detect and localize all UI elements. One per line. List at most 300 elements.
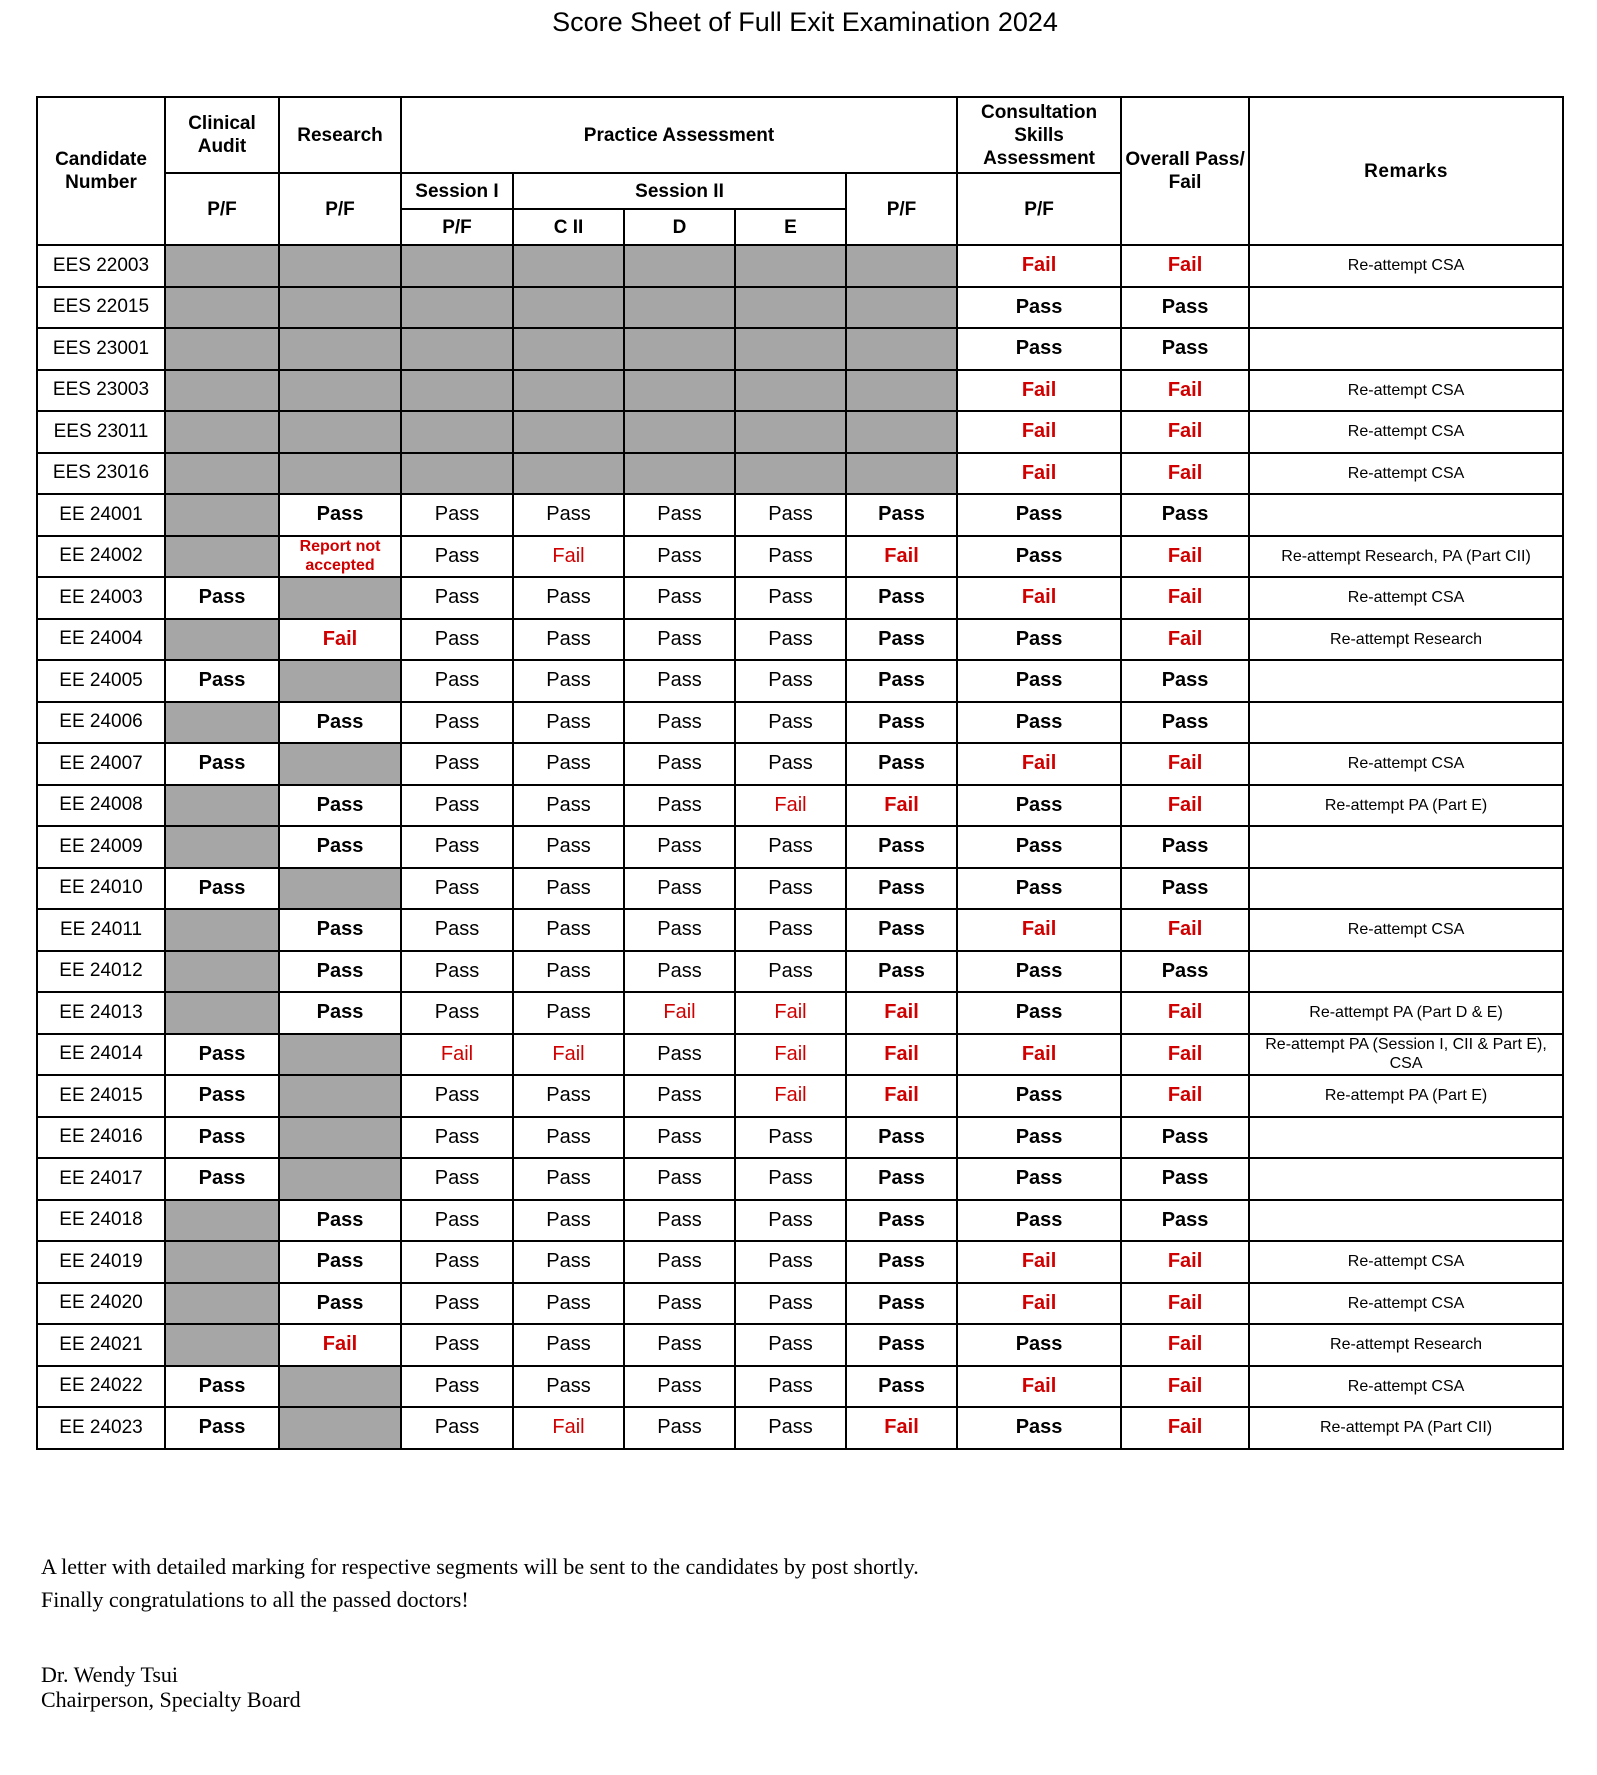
csa-cell: Pass [957, 536, 1121, 578]
pa-pf-cell: Pass [846, 743, 957, 785]
table-row [37, 785, 1563, 827]
research-cell: Pass [279, 1200, 401, 1242]
pa-pf-cell: Pass [846, 702, 957, 744]
research-cell [279, 660, 401, 702]
remarks-cell [1249, 494, 1563, 536]
e-cell: Pass [735, 1366, 846, 1408]
c2-cell: Pass [513, 1200, 624, 1242]
clinical-audit-cell [165, 909, 279, 951]
clinical-audit-cell [165, 536, 279, 578]
session-1-cell [401, 411, 513, 453]
c2-cell: Pass [513, 951, 624, 993]
pa-pf-cell: Fail [846, 536, 957, 578]
table-row [37, 619, 1563, 661]
clinical-audit-cell [165, 370, 279, 412]
csa-cell: Pass [957, 1117, 1121, 1159]
overall-cell: Pass [1121, 287, 1249, 329]
remarks-cell: Re-attempt CSA [1249, 411, 1563, 453]
e-cell [735, 453, 846, 495]
csa-cell: Fail [957, 909, 1121, 951]
csa-cell: Pass [957, 826, 1121, 868]
session-1-cell [401, 453, 513, 495]
table-row [37, 287, 1563, 329]
session-1-cell: Pass [401, 1283, 513, 1325]
pa-pf-cell: Pass [846, 826, 957, 868]
research-cell: Pass [279, 1283, 401, 1325]
c2-cell: Pass [513, 1158, 624, 1200]
d-cell: Pass [624, 577, 735, 619]
header-e: E [735, 209, 846, 245]
e-cell: Pass [735, 909, 846, 951]
pa-pf-cell: Pass [846, 951, 957, 993]
pa-pf-cell: Pass [846, 660, 957, 702]
table-row [37, 743, 1563, 785]
csa-cell: Pass [957, 951, 1121, 993]
overall-cell: Fail [1121, 536, 1249, 578]
csa-cell: Fail [957, 370, 1121, 412]
session-1-cell: Pass [401, 1158, 513, 1200]
csa-cell: Fail [957, 743, 1121, 785]
table-row [37, 826, 1563, 868]
d-cell: Pass [624, 619, 735, 661]
header-practice-assessment: Practice Assessment [401, 97, 957, 173]
csa-cell: Fail [957, 1034, 1121, 1076]
d-cell: Pass [624, 826, 735, 868]
e-cell: Pass [735, 1200, 846, 1242]
csa-cell: Fail [957, 411, 1121, 453]
overall-cell: Pass [1121, 826, 1249, 868]
research-cell [279, 868, 401, 910]
session-1-cell: Pass [401, 660, 513, 702]
c2-cell: Pass [513, 743, 624, 785]
remarks-cell: Re-attempt CSA [1249, 909, 1563, 951]
research-cell [279, 328, 401, 370]
c2-cell: Pass [513, 660, 624, 702]
research-cell [279, 1366, 401, 1408]
c2-cell: Pass [513, 577, 624, 619]
research-cell: Pass [279, 951, 401, 993]
table-row [37, 1034, 1563, 1076]
remarks-cell: Re-attempt PA (Part E) [1249, 1075, 1563, 1117]
d-cell: Pass [624, 494, 735, 536]
candidate-cell: EE 24013 [37, 992, 165, 1034]
c2-cell: Fail [513, 1034, 624, 1076]
overall-cell: Fail [1121, 619, 1249, 661]
table-body [37, 245, 1563, 1449]
e-cell: Pass [735, 1407, 846, 1449]
signature-name: Dr. Wendy Tsui [41, 1662, 179, 1687]
e-cell: Pass [735, 577, 846, 619]
c2-cell: Pass [513, 1241, 624, 1283]
overall-cell: Pass [1121, 1158, 1249, 1200]
d-cell: Pass [624, 702, 735, 744]
c2-cell: Pass [513, 992, 624, 1034]
d-cell: Fail [624, 992, 735, 1034]
pa-pf-cell: Pass [846, 1200, 957, 1242]
research-cell [279, 287, 401, 329]
d-cell: Pass [624, 1158, 735, 1200]
header-d: D [624, 209, 735, 245]
remarks-cell: Re-attempt PA (Part D & E) [1249, 992, 1563, 1034]
clinical-audit-cell [165, 411, 279, 453]
research-cell [279, 411, 401, 453]
session-1-cell: Fail [401, 1034, 513, 1076]
pa-pf-cell [846, 453, 957, 495]
d-cell: Pass [624, 951, 735, 993]
session-1-cell: Pass [401, 536, 513, 578]
c2-cell: Pass [513, 909, 624, 951]
c2-cell [513, 453, 624, 495]
remarks-cell: Re-attempt PA (Part CII) [1249, 1407, 1563, 1449]
overall-cell: Pass [1121, 951, 1249, 993]
header-clinical-audit-pf: P/F [165, 173, 279, 245]
d-cell: Pass [624, 868, 735, 910]
e-cell: Pass [735, 619, 846, 661]
candidate-cell: EE 24023 [37, 1407, 165, 1449]
table-row [37, 660, 1563, 702]
candidate-cell: EE 24008 [37, 785, 165, 827]
candidate-cell: EE 24011 [37, 909, 165, 951]
d-cell: Pass [624, 1324, 735, 1366]
e-cell: Fail [735, 785, 846, 827]
clinical-audit-cell [165, 785, 279, 827]
score-table [36, 96, 1564, 1450]
e-cell [735, 411, 846, 453]
pa-pf-cell: Pass [846, 1158, 957, 1200]
remarks-cell: Re-attempt CSA [1249, 743, 1563, 785]
csa-cell: Pass [957, 1324, 1121, 1366]
table-row [37, 1241, 1563, 1283]
table-row [37, 1075, 1563, 1117]
session-1-cell: Pass [401, 577, 513, 619]
overall-cell: Fail [1121, 743, 1249, 785]
header-session-2: Session II [513, 173, 846, 209]
remarks-cell [1249, 702, 1563, 744]
d-cell [624, 245, 735, 287]
pa-pf-cell: Pass [846, 494, 957, 536]
remarks-cell: Re-attempt CSA [1249, 1366, 1563, 1408]
e-cell: Pass [735, 494, 846, 536]
candidate-cell: EES 22015 [37, 287, 165, 329]
remarks-cell [1249, 328, 1563, 370]
overall-cell: Pass [1121, 494, 1249, 536]
session-1-cell: Pass [401, 1324, 513, 1366]
research-cell [279, 577, 401, 619]
header-remarks: Remarks [1249, 97, 1563, 245]
overall-cell: Fail [1121, 453, 1249, 495]
c2-cell [513, 287, 624, 329]
csa-cell: Pass [957, 785, 1121, 827]
research-cell: Pass [279, 909, 401, 951]
clinical-audit-cell [165, 951, 279, 993]
d-cell [624, 453, 735, 495]
c2-cell: Pass [513, 619, 624, 661]
table-row [37, 951, 1563, 993]
page-title: Score Sheet of Full Exit Examination 2024 [552, 7, 1058, 37]
csa-cell: Pass [957, 1158, 1121, 1200]
header-consultation: Consultation Skills Assessment [957, 97, 1121, 173]
d-cell: Pass [624, 1407, 735, 1449]
e-cell: Pass [735, 868, 846, 910]
e-cell: Pass [735, 1117, 846, 1159]
research-cell [279, 1034, 401, 1076]
candidate-cell: EE 24001 [37, 494, 165, 536]
footer-line-2: Finally congratulations to all the passed doctors! [41, 1587, 469, 1612]
d-cell [624, 411, 735, 453]
pa-pf-cell [846, 328, 957, 370]
e-cell: Pass [735, 536, 846, 578]
overall-cell: Fail [1121, 1324, 1249, 1366]
c2-cell: Pass [513, 1324, 624, 1366]
table-row [37, 1158, 1563, 1200]
candidate-cell: EE 24003 [37, 577, 165, 619]
pa-pf-cell: Pass [846, 909, 957, 951]
candidate-cell: EES 23003 [37, 370, 165, 412]
header-pa-pf: P/F [846, 173, 957, 245]
remarks-cell [1249, 1117, 1563, 1159]
remarks-cell: Re-attempt CSA [1249, 370, 1563, 412]
csa-cell: Pass [957, 619, 1121, 661]
clinical-audit-cell [165, 245, 279, 287]
c2-cell: Pass [513, 1117, 624, 1159]
research-cell [279, 245, 401, 287]
clinical-audit-cell: Pass [165, 1407, 279, 1449]
overall-cell: Pass [1121, 1117, 1249, 1159]
header-session-1: Session I [401, 173, 513, 209]
clinical-audit-cell [165, 287, 279, 329]
table-row [37, 909, 1563, 951]
footer-line-1: A letter with detailed marking for respective segments will be sent to the candidates by post shortly. [41, 1554, 919, 1579]
table-row [37, 1366, 1563, 1408]
session-1-cell: Pass [401, 785, 513, 827]
candidate-cell: EE 24019 [37, 1241, 165, 1283]
e-cell: Pass [735, 660, 846, 702]
e-cell: Pass [735, 1324, 846, 1366]
csa-cell: Fail [957, 1241, 1121, 1283]
c2-cell: Fail [513, 536, 624, 578]
clinical-audit-cell [165, 1200, 279, 1242]
header-research-pf: P/F [279, 173, 401, 245]
pa-pf-cell: Pass [846, 1366, 957, 1408]
clinical-audit-cell: Pass [165, 1117, 279, 1159]
clinical-audit-cell [165, 1283, 279, 1325]
candidate-cell: EES 23011 [37, 411, 165, 453]
d-cell: Pass [624, 1075, 735, 1117]
session-1-cell: Pass [401, 743, 513, 785]
overall-cell: Pass [1121, 702, 1249, 744]
overall-cell: Fail [1121, 1034, 1249, 1076]
session-1-cell: Pass [401, 826, 513, 868]
c2-cell: Pass [513, 826, 624, 868]
candidate-cell: EE 24007 [37, 743, 165, 785]
clinical-audit-cell [165, 826, 279, 868]
remarks-cell [1249, 660, 1563, 702]
session-1-cell: Pass [401, 909, 513, 951]
d-cell: Pass [624, 743, 735, 785]
footer-note [41, 1550, 919, 1616]
clinical-audit-cell: Pass [165, 1366, 279, 1408]
d-cell: Pass [624, 536, 735, 578]
clinical-audit-cell [165, 453, 279, 495]
header-clinical-audit: Clinical Audit [165, 97, 279, 173]
header-candidate-number: Candidate Number [37, 97, 165, 245]
overall-cell: Pass [1121, 868, 1249, 910]
candidate-cell: EE 24020 [37, 1283, 165, 1325]
clinical-audit-cell: Pass [165, 1034, 279, 1076]
clinical-audit-cell: Pass [165, 1075, 279, 1117]
table-row [37, 1283, 1563, 1325]
e-cell: Pass [735, 1241, 846, 1283]
candidate-cell: EES 22003 [37, 245, 165, 287]
clinical-audit-cell: Pass [165, 743, 279, 785]
c2-cell: Pass [513, 1366, 624, 1408]
header-research: Research [279, 97, 401, 173]
table-row [37, 453, 1563, 495]
remarks-cell [1249, 951, 1563, 993]
c2-cell [513, 245, 624, 287]
session-1-cell: Pass [401, 1075, 513, 1117]
session-1-cell: Pass [401, 1200, 513, 1242]
c2-cell [513, 370, 624, 412]
session-1-cell: Pass [401, 868, 513, 910]
session-1-cell: Pass [401, 951, 513, 993]
clinical-audit-cell: Pass [165, 660, 279, 702]
c2-cell: Pass [513, 702, 624, 744]
pa-pf-cell [846, 370, 957, 412]
session-1-cell: Pass [401, 702, 513, 744]
remarks-cell [1249, 1200, 1563, 1242]
pa-pf-cell: Fail [846, 1075, 957, 1117]
overall-cell: Fail [1121, 411, 1249, 453]
overall-cell: Fail [1121, 992, 1249, 1034]
remarks-cell: Re-attempt CSA [1249, 245, 1563, 287]
pa-pf-cell [846, 411, 957, 453]
csa-cell: Pass [957, 660, 1121, 702]
remarks-cell: Re-attempt PA (Part E) [1249, 785, 1563, 827]
e-cell: Pass [735, 826, 846, 868]
candidate-cell: EE 24021 [37, 1324, 165, 1366]
research-cell: Pass [279, 785, 401, 827]
header-session-1-pf: P/F [401, 209, 513, 245]
overall-cell: Fail [1121, 1366, 1249, 1408]
csa-cell: Pass [957, 287, 1121, 329]
table-row [37, 992, 1563, 1034]
session-1-cell: Pass [401, 1241, 513, 1283]
overall-cell: Fail [1121, 245, 1249, 287]
clinical-audit-cell [165, 992, 279, 1034]
research-cell: Pass [279, 1241, 401, 1283]
remarks-cell: Re-attempt CSA [1249, 1241, 1563, 1283]
clinical-audit-cell: Pass [165, 868, 279, 910]
c2-cell: Pass [513, 494, 624, 536]
remarks-cell [1249, 1158, 1563, 1200]
csa-cell: Pass [957, 328, 1121, 370]
research-cell [279, 1407, 401, 1449]
overall-cell: Fail [1121, 1075, 1249, 1117]
e-cell: Pass [735, 702, 846, 744]
table-row [37, 1200, 1563, 1242]
candidate-cell: EE 24022 [37, 1366, 165, 1408]
d-cell: Pass [624, 1117, 735, 1159]
table-row [37, 536, 1563, 578]
pa-pf-cell: Pass [846, 1241, 957, 1283]
csa-cell: Pass [957, 494, 1121, 536]
e-cell: Fail [735, 992, 846, 1034]
research-cell: Pass [279, 826, 401, 868]
e-cell [735, 370, 846, 412]
csa-cell: Fail [957, 1366, 1121, 1408]
remarks-cell: Re-attempt Research [1249, 1324, 1563, 1366]
d-cell: Pass [624, 1241, 735, 1283]
clinical-audit-cell [165, 619, 279, 661]
remarks-cell: Re-attempt CSA [1249, 1283, 1563, 1325]
d-cell [624, 328, 735, 370]
pa-pf-cell: Fail [846, 1034, 957, 1076]
candidate-cell: EE 24010 [37, 868, 165, 910]
candidate-cell: EE 24016 [37, 1117, 165, 1159]
pa-pf-cell: Fail [846, 992, 957, 1034]
c2-cell [513, 328, 624, 370]
clinical-audit-cell: Pass [165, 577, 279, 619]
candidate-cell: EES 23016 [37, 453, 165, 495]
header-c2: C II [513, 209, 624, 245]
table-row [37, 1407, 1563, 1449]
c2-cell: Fail [513, 1407, 624, 1449]
remarks-cell: Re-attempt Research [1249, 619, 1563, 661]
pa-pf-cell [846, 287, 957, 329]
session-1-cell [401, 370, 513, 412]
e-cell: Pass [735, 1283, 846, 1325]
session-1-cell: Pass [401, 992, 513, 1034]
candidate-cell: EE 24015 [37, 1075, 165, 1117]
candidate-cell: EE 24006 [37, 702, 165, 744]
signature [41, 1662, 301, 1712]
clinical-audit-cell: Pass [165, 1158, 279, 1200]
overall-cell: Fail [1121, 1241, 1249, 1283]
session-1-cell: Pass [401, 494, 513, 536]
csa-cell: Fail [957, 245, 1121, 287]
research-cell [279, 743, 401, 785]
d-cell: Pass [624, 909, 735, 951]
research-cell [279, 453, 401, 495]
e-cell: Pass [735, 743, 846, 785]
e-cell [735, 287, 846, 329]
csa-cell: Pass [957, 868, 1121, 910]
pa-pf-cell: Pass [846, 619, 957, 661]
candidate-cell: EE 24012 [37, 951, 165, 993]
remarks-cell: Re-attempt PA (Session I, CII & Part E), CSA [1249, 1034, 1563, 1076]
table-row [37, 411, 1563, 453]
d-cell [624, 370, 735, 412]
d-cell: Pass [624, 660, 735, 702]
overall-cell: Pass [1121, 660, 1249, 702]
remarks-cell [1249, 826, 1563, 868]
candidate-cell: EE 24005 [37, 660, 165, 702]
overall-cell: Fail [1121, 785, 1249, 827]
header-overall: Overall Pass/ Fail [1121, 97, 1249, 245]
candidate-cell: EE 24009 [37, 826, 165, 868]
d-cell: Pass [624, 1200, 735, 1242]
research-cell: Fail [279, 619, 401, 661]
pa-pf-cell: Fail [846, 785, 957, 827]
remarks-cell [1249, 868, 1563, 910]
session-1-cell: Pass [401, 1407, 513, 1449]
csa-cell: Fail [957, 1283, 1121, 1325]
candidate-cell: EE 24014 [37, 1034, 165, 1076]
candidate-cell: EES 23001 [37, 328, 165, 370]
overall-cell: Fail [1121, 1283, 1249, 1325]
session-1-cell [401, 328, 513, 370]
